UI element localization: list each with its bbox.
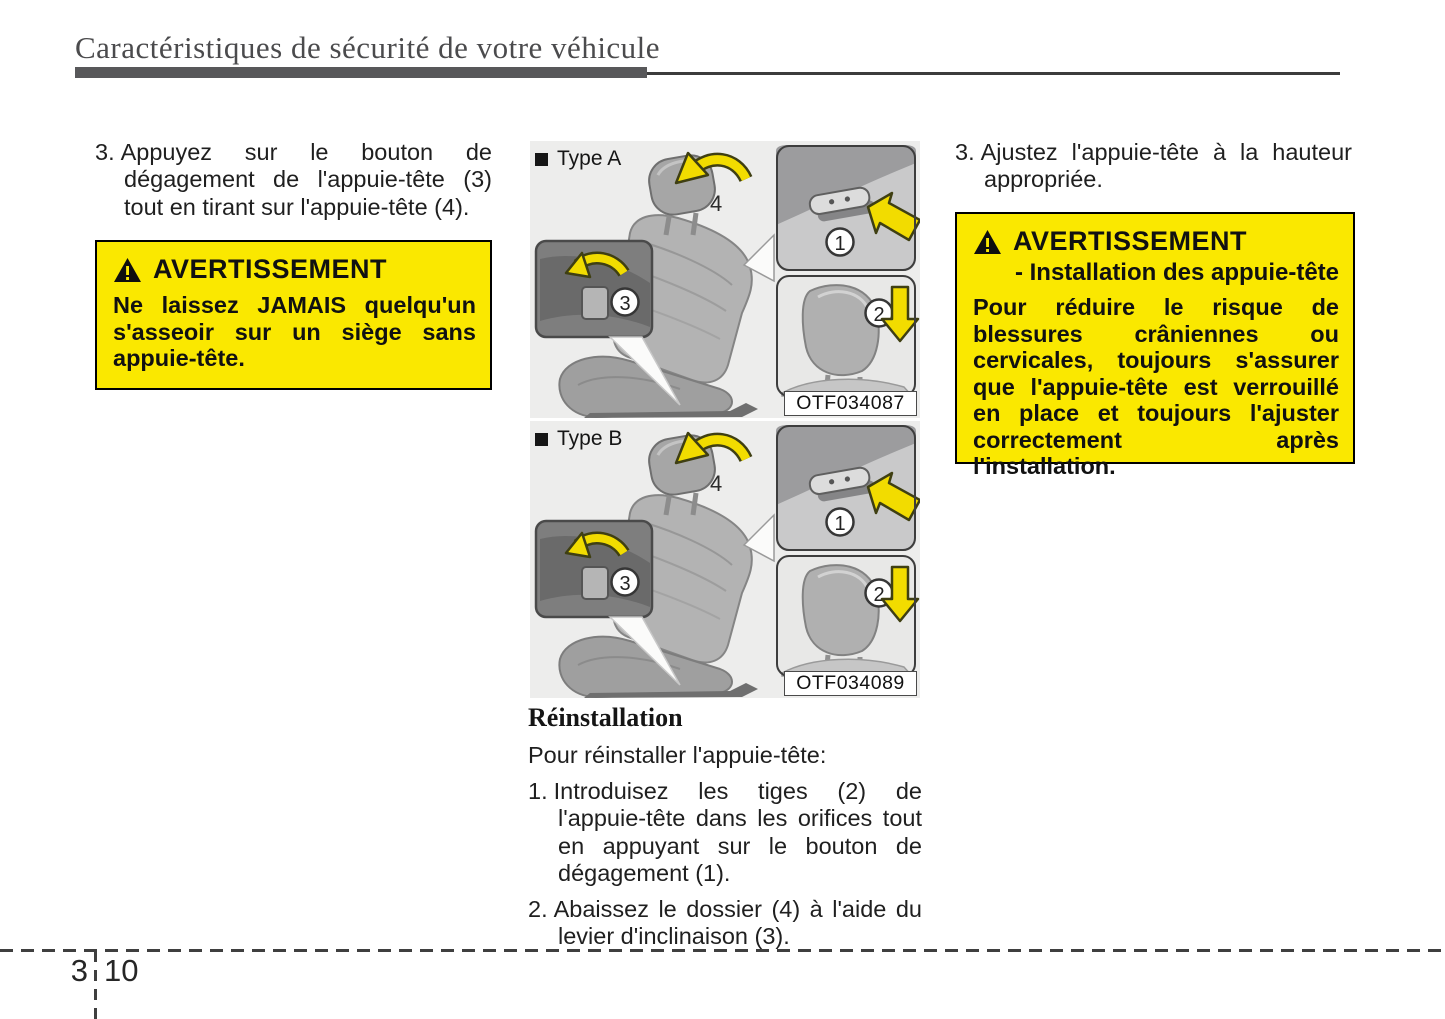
figure-type-text: Type A [557,147,622,170]
warning-box-right [955,212,1355,480]
figure-type-label [535,427,622,451]
step-text: Appuyez sur le bouton de dégagement de l'appuie-tête (3) tout en tirant sur l'appuie-tête (4). [120,139,492,220]
warning-body: Ne laissez JAMAIS quelqu'un s'asseoir sur un siège sans appuie-tête. [113,292,476,372]
callout-1: 1 [834,513,846,535]
step-number: 3. [955,139,975,165]
warning-title: AVERTISSEMENT [1013,226,1248,256]
step-number: 1. [528,778,548,804]
warning-triangle-icon [113,257,142,283]
seat-illustration [530,141,920,418]
footer-chapter-number: 3 [70,953,88,988]
header-rule-thin [647,72,1340,75]
warning-triangle-icon [973,229,1002,255]
headrest-inset [776,555,918,677]
footer-dashed-rule [0,949,1445,952]
callout-2: 2 [873,304,885,326]
release-button-inset [776,145,920,271]
step-text: Abaissez le dossier (4) à l'aide du levier d'inclinaison (3). [553,896,922,950]
callout-3: 3 [619,293,631,315]
seat-figure [530,141,920,418]
callout-3: 3 [619,573,631,595]
lever-inset [536,241,652,337]
square-bullet-icon [535,433,548,446]
footer-page-number: 10 [104,953,139,988]
reinstallation-step-2 [528,896,922,951]
warning-title: AVERTISSEMENT [153,254,388,284]
page-title: Caractéristiques de sécurité de votre véhicule [75,30,661,65]
callout-1: 1 [834,233,846,255]
square-bullet-icon [535,153,548,166]
seat-illustration [530,421,920,698]
warning-subtitle: - Installation des appuie-tête [1014,259,1339,286]
reinstallation-section [528,703,922,951]
step-text: Ajustez l'appuie-tête à la hauteur appropriée. [980,139,1352,193]
figure-code-label: OTF034087 [784,391,917,416]
callout-2: 2 [873,584,885,606]
lever-inset [536,521,652,617]
header-rule-thick [75,67,647,78]
step-text: Introduisez les tiges (2) de l'appuie-tête dans les orifices tout en appuyant sur le bouton de dégagement (1). [553,778,922,886]
headrest-inset [776,275,918,397]
reinstallation-intro: Pour réinstaller l'appuie-tête: [528,742,827,768]
reinstallation-heading: Réinstallation [528,703,683,732]
left-step-3 [95,139,492,221]
callout-4: 4 [710,191,723,216]
figure-code-label: OTF034089 [784,671,917,696]
right-step-3 [955,139,1352,194]
callout-4: 4 [710,471,723,496]
warning-body: Pour réduire le risque de blessures crâniennes ou cervicales, toujours s'assurer que l'appuie-tête est verrouillé en place et toujours l'ajuster correctement après l'installation. [973,294,1339,480]
seat-figure [530,421,920,698]
figure-type-text: Type B [557,427,623,450]
step-number: 2. [528,896,548,922]
reinstallation-step-1 [528,778,922,887]
release-button-inset [776,425,920,551]
footer-dashed-divider [94,951,97,1019]
warning-box-left [95,240,492,390]
figures [530,141,920,701]
step-number: 3. [95,139,115,165]
figure-type-label [535,147,621,171]
